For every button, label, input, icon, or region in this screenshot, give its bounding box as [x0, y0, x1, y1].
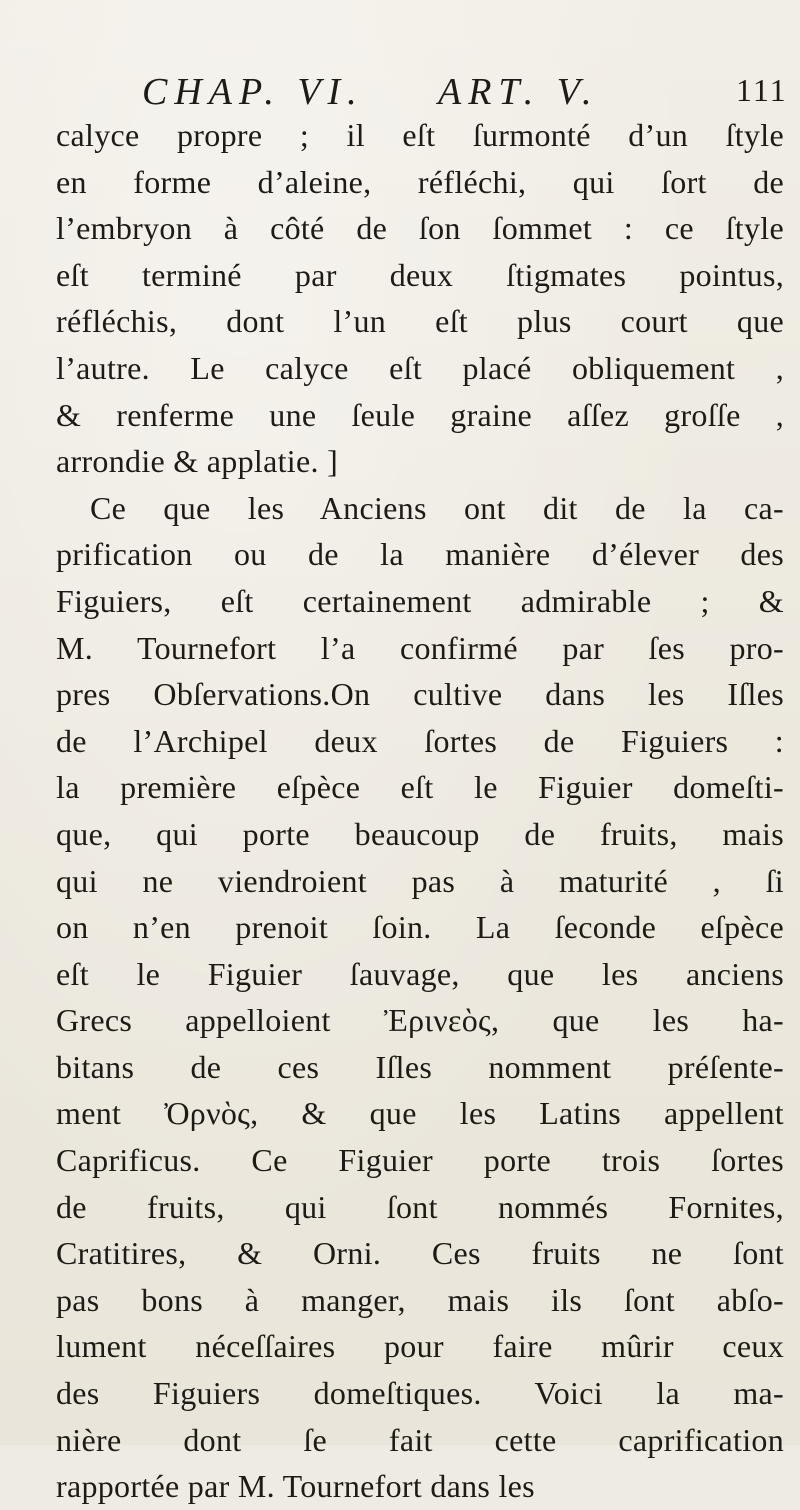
article-heading: ART. V. — [438, 71, 599, 113]
text-line: calyce propre ; il eſt ſurmonté d’un ſtyle — [56, 117, 784, 153]
text-line: eſt le Figuier ſauvage, que les anciens — [56, 955, 784, 992]
text-line: que, qui porte beaucoup de fruits, mais — [56, 815, 784, 852]
text-line: Figuiers, eſt certainement admirable ; & — [56, 582, 784, 619]
text-line: rapportée par M. Tournefort dans les — [56, 1468, 535, 1505]
text-line: pas bons à manger, mais ils ſont abſo- — [56, 1281, 784, 1318]
chapter-heading: CHAP. VI. — [142, 71, 364, 113]
text-line: réfléchis, dont l’un eſt plus court que — [56, 303, 784, 340]
text-line: on n’en prenoit ſoin. La ſeconde eſpèce — [56, 909, 784, 946]
text-line: bitans de ces Iſles nomment préſente- — [56, 1048, 784, 1085]
text-line: M. Tournefort l’a confirmé par ſes pro- — [56, 629, 784, 666]
text-line: Caprificus. Ce Figuier porte trois ſortes — [56, 1142, 784, 1179]
body-text — [56, 112, 784, 1510]
text-line: qui ne viendroient pas à maturité , ſi — [56, 862, 784, 899]
text-line: prification ou de la manière d’élever des — [56, 536, 784, 573]
text-line: nière dont ſe fait cette caprification — [56, 1421, 784, 1458]
page-number: 111 — [736, 72, 788, 108]
paragraph-start-line: Ce que les Anciens ont dit de la ca- — [90, 489, 784, 526]
text-line: Cratitires, & Orni. Ces fruits ne ſont — [56, 1235, 784, 1272]
text-line: ment Ὀρνὸς, & que les Latins appellent — [56, 1095, 784, 1132]
text-line: arrondie & applatie. ] — [56, 443, 339, 480]
text-line: en forme d’aleine, réfléchi, qui ſort de — [56, 163, 784, 200]
text-line: pres Obſervations.On cultive dans les Iſles — [56, 676, 784, 713]
text-line: de l’Archipel deux ſortes de Figuiers : — [56, 722, 784, 759]
text-line: & renferme une ſeule graine aſſez groſſe , — [56, 396, 784, 433]
text-line: l’embryon à côté de ſon ſommet : ce ſtyle — [56, 210, 784, 247]
text-line: eſt terminé par deux ſtigmates pointus, — [56, 256, 784, 293]
text-line: la première eſpèce eſt le Figuier domeſti- — [56, 769, 784, 806]
text-line: lument néceſſaires pour faire mûrir ceux — [56, 1328, 784, 1365]
text-line: Grecs appelloient Ἐρινεὸς, que les ha- — [56, 1002, 784, 1039]
text-line: de fruits, qui ſont nommés Fornites, — [56, 1188, 784, 1225]
text-line: des Figuiers domeſtiques. Voici la ma- — [56, 1375, 784, 1412]
text-line: l’autre. Le calyce eſt placé obliquement , — [56, 349, 784, 386]
